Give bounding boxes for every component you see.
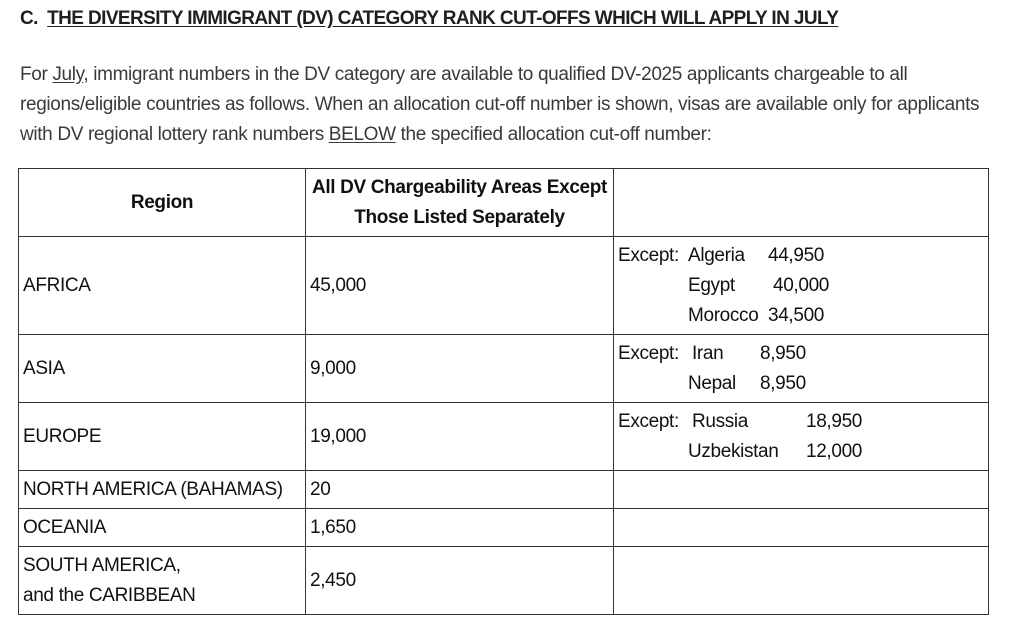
table-row [19,547,989,615]
exception-value: 8,950 [760,372,806,394]
intro-part2: , immigrant numbers in the DV category are available to qualified DV-2025 applicants chargeable to all regions/eligible countries as follows. When an allocation cut-off number is shown, visas are available only for applicants with DV regional lottery rank numbers [20,64,980,145]
table-row [19,237,989,335]
region-cell: AFRICA [19,237,306,335]
dv-cutoff-table [18,168,989,615]
section-prefix: C. [20,8,38,29]
exception-value: 40,000 [773,274,830,296]
exceptions-cell [614,547,989,615]
cutoff-cell: 2,450 [306,547,614,615]
exception-country: Algeria [688,244,745,266]
header-all-line2: Those Listed Separately [354,206,565,228]
region-line2: and the CARIBBEAN [23,584,196,606]
region-line1: SOUTH AMERICA, [23,554,181,576]
exception-value: 12,000 [806,440,863,462]
exception-country: Egypt [688,274,735,296]
exception-value: 18,950 [806,410,863,432]
exception-value: 44,950 [768,244,825,266]
cutoff-cell: 19,000 [306,403,614,471]
intro-part1: For [20,64,53,85]
header-region: Region [19,169,306,237]
region-cell [19,547,306,615]
region-cell: OCEANIA [19,509,306,547]
except-label: Except: [618,342,679,364]
exceptions-cell [614,237,989,335]
table-header-row [19,169,989,237]
exception-value: 34,500 [768,304,825,326]
intro-month: July [52,64,84,85]
section-title: THE DIVERSITY IMMIGRANT (DV) CATEGORY RANK CUT-OFFS WHICH WILL APPLY IN JULY [47,8,839,29]
table-row [19,335,989,403]
cutoff-cell: 1,650 [306,509,614,547]
intro-paragraph [20,60,1010,150]
table-row [19,509,989,547]
cutoff-cell: 45,000 [306,237,614,335]
exception-country: Russia [692,410,748,432]
exception-country: Nepal [688,372,736,394]
table-row [19,403,989,471]
exception-country: Uzbekistan [688,440,779,462]
exceptions-cell [614,509,989,547]
section-heading [20,8,838,30]
region-cell: ASIA [19,335,306,403]
table-row [19,471,989,509]
exceptions-cell [614,403,989,471]
exceptions-cell [614,335,989,403]
region-cell: EUROPE [19,403,306,471]
header-all-areas [306,169,614,237]
exception-value: 8,950 [760,342,806,364]
region-cell: NORTH AMERICA (BAHAMAS) [19,471,306,509]
intro-below: BELOW [328,124,396,145]
cutoff-cell: 9,000 [306,335,614,403]
exception-country: Iran [692,342,724,364]
exception-country: Morocco [688,304,759,326]
cutoff-cell: 20 [306,471,614,509]
intro-part3: the specified allocation cut-off number: [395,124,712,145]
except-label: Except: [618,244,679,266]
header-all-line1: All DV Chargeability Areas Except [311,176,608,198]
except-label: Except: [618,410,679,432]
header-exceptions [614,169,989,237]
exceptions-cell [614,471,989,509]
